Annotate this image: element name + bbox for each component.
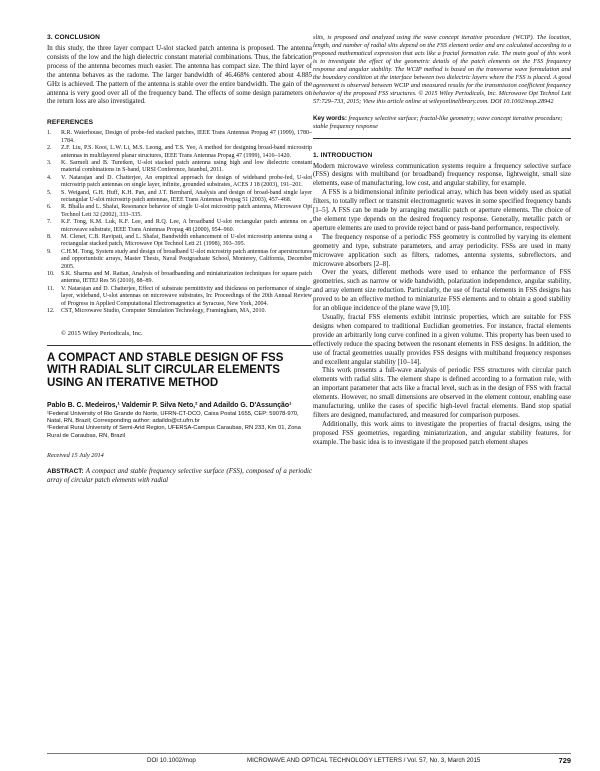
right-column [313, 34, 571, 448]
intro-paragraph: This work presents a full-wave analysis of periodic FSS structures with circular patch elements with radial slits. The element shape is defined according to a formation rule, with an important parameter that acts like a fractal level, such as in the design of FSS with fractal elements. However, no small dimensions are observed in the element contour, enabling ease manufacturing, unlike the cases of specific high-level fractal elements. Band stop spatial filters are designed, manufactured, and measured for comparison purposes. [313, 367, 571, 419]
reference-text: M. Clenet, C.B. Ravipati, and L. Shafai, Bandwidth enhancement of U-slot microstrip antenna using a rectangular stacked patch, Microwave Opt Technol Lett 21 (1998), 393–395. [61, 234, 312, 248]
reference-item [47, 249, 312, 271]
reference-number: 2. [47, 145, 52, 152]
keywords-divider [313, 138, 571, 139]
reference-text: V. Natarajan and D. Chatterjee, An empirical approach for design of wideband probe-fed, U-slot microstrip patch antennas on single layer, infinite, grounded substrates, ACES J 18 (2003), 191–201. [61, 174, 312, 189]
reference-number: 1. [47, 130, 52, 137]
reference-number: 7. [47, 219, 52, 226]
reference-item [47, 286, 312, 308]
keywords-label: Key words: [313, 114, 347, 122]
affiliation-2: ²Federal Rural University of Semi-Arid Region, UFERSA-Campus Caraubas, RN 233, Km 01, Zona Rural de Caraubas, RN, Brazil [47, 425, 301, 439]
reference-item [47, 219, 312, 234]
received-date: Received 15 July 2014 [47, 451, 104, 459]
introduction-heading: 1. INTRODUCTION [313, 151, 373, 159]
reference-item [47, 175, 312, 190]
keywords-text: frequency selective surface; fractal-like geometry; wave concept iterative procedure; stable frequency response [313, 114, 563, 130]
page-number: 729 [558, 756, 571, 765]
article-title: A COMPACT AND STABLE DESIGN OF FSS WITH RADIAL SLIT CIRCULAR ELEMENTS USING AN ITERATIVE METHOD [47, 351, 284, 389]
conclusion-heading: 3. CONCLUSION [47, 34, 100, 41]
article-authors: Pablo B. C. Medeiros,¹ Valdemir P. Silva Neto,² and Adaildo G. D'Assunção¹ [47, 402, 292, 409]
reference-item [47, 160, 312, 175]
conclusion-body: In this study, the three layer compact U-slot stacked patch antenna is proposed. The antenna consists of the low and the high dielectric constant material combinations. Thus, the fabrication process of the antenna becomes much easier. The antenna has compact size. The third layer of the antenna behaves as the radome. The larger bandwidth of 46.468% centered about 4.885 GHz is achieved. The pattern of the antenna is stable over the entire bandwidth. The gain of the antenna is very good over all of the frequency band. The effects of some design parameters on the return loss are also investigated. [47, 45, 312, 106]
reference-text: S.K. Sharma and M. Rattan, Analysis of broadbanding and miniaturization techniques for square patch antenna, IETEJ Res 56 (2010), 88–89. [61, 271, 312, 285]
reference-text: V. Natarajan and D. Chatterjee, Effect of substrate permittivity and thickness on performance of single-layer, wideband, U-slot antennas on microwave substrates, In: Proceedings of the 20th Annual Review of Progress in Applied Computational Electromagnetics at Syracuse, New York, 2004. [61, 285, 312, 307]
footer-doi: DOI 10.1002/mop [147, 757, 196, 764]
reference-item [47, 234, 312, 249]
reference-text: R.R. Waterhouse, Design of probe-fed stacked patches, IEEE Trans Antennas Propag 47 (1999), 1780–1784. [61, 130, 312, 144]
reference-number: 11. [47, 285, 55, 292]
reference-text: C.H.M. Tong, System study and design of broadband U-slot microstrip patch antennas for aperstructures and opportunistic arrays, Master Thesis, Naval Postgraduate School, Monterey, California, December 2005. [61, 248, 312, 270]
affiliation-1: ¹Federal University of Rio Grande do Norte, UFRN-CT-DCO, Caixa Postal 1655, CEP: 59078-970, Natal, RN, Brazil; Corresponding author: adaildo@ct.ufrn.br [47, 411, 299, 425]
reference-item [47, 190, 312, 205]
intro-paragraph: The frequency response of a periodic FSS geometry is controlled by varying its element geometry and type, substrate parameters, and array periodicity. FSSs are used in many microwave application such as filters, radomes, antenna systems, subreflectors, and microwave absorbers [2–8]. [313, 233, 571, 268]
reference-text: CST, Microwave Studio, Computer Simulation Technology, Framingham, MA, 2010. [61, 308, 266, 315]
reference-number: 6. [47, 204, 52, 211]
intro-paragraph: A FSS is a bidimensional infinite periodical array, which has been widely used as spatial filters, to totally reflect or transmit electromagnetic waves in some specified frequency bands [1–5]. A FSS can be made by arranging metallic patch or aperture elements. The choice of the element type depends on the desired frequency response. Generally, metallic patch or aperture elements are used to provide reject band or pass-band performance, respectively. [313, 189, 571, 232]
reference-text: S. Weigand, G.H. Huff, K.H. Pan, and J.T. Bernhard, Analysis and design of broad-band single layer rectangular U-slot microstrip patch antennas, IEEE Trans Antennas Propag 51 (2003), 457–468. [61, 189, 312, 203]
reference-number: 5. [47, 189, 52, 196]
abstract-start [47, 468, 312, 486]
reference-number: 3. [47, 159, 52, 166]
footer-rule [47, 753, 571, 754]
reference-number: 10. [47, 271, 55, 278]
reference-text: R. Bhalla and L. Shafai, Resonance behavior of single U-slot microstrip patch antenna, Microwave Opt Technol Lett 32 (2002), 333–335. [61, 204, 312, 218]
reference-number: 4. [47, 174, 52, 181]
reference-text: K.F. Tong, K.M. Luk, K.F. Lee, and R.Q. Lee, A broadband U-slot rectangular patch antenna on a microwave substrate, IEEE Trans Antennas Propag 48 (2000), 954–960. [61, 219, 312, 233]
footer-journal: MICROWAVE AND OPTICAL TECHNOLOGY LETTERS / Vol. 57, No. 3, March 2015 [247, 757, 481, 764]
reference-text: K. Sarmeli and B. Turetken, U-slot stacked patch antenna using high and low dielectric constant material combinations in S-band, URSI Conference, Istanbul, 2011. [61, 159, 312, 174]
reference-list [47, 130, 312, 315]
abstract-continuation: slits, is proposed and analyzed using the wave concept iterative procedure (WCIP). The location, length, and number of radial slits depend on the FSS element order and are calculated according to a proposed mathematical expression that acts like a fractal formation rule. The main goal of this work is to investigate the effect of the geometric details of the patch elements on the FSS frequency response and angular stability. The WCIP method is based on the transverse wave formulation and the boundary condition at the interface between two dielectric layers where the FSS is placed. A good agreement is observed between WCIP and measured results for the transmission coefficient frequency behavior of the proposed FSS structures. © 2015 Wiley Periodicals, Inc. Microwave Opt Technol Lett 57:729–733, 2015; View this article online at wileyonlinelibrary.com. DOI 10.1002/mop.28942 [313, 34, 571, 105]
intro-paragraph: Over the years, different methods were used to enhance the performance of FSS geometries, such as narrow or wide bandwidth, polarization independence, angular stability, and array element size reduction. Particularly, the use of fractal elements in FSS designs has proved to be an effective method to miniaturize FSS elements and to obtain a good stability for an oblique incidence of the plane wave [9,10]. [313, 269, 571, 313]
reference-item [47, 271, 312, 286]
intro-paragraph: Usually, fractal FSS elements exhibit intrinsic properties, which are suitable for FSS designs when compared to traditional Euclidian geometries. For instance, fractal elements provide an arbitrarily long curve confined in a given volume. This property has been used to effectively reduce the spacing between the resonant elements in FSS designs. In addition, the use of fractal geometries usually provides FSS designs with multiband frequency responses and excellent angular stability [10–14]. [313, 313, 571, 366]
left-column [47, 34, 312, 486]
keywords [313, 115, 571, 131]
intro-paragraph: Modern microwave wireless communication systems require a frequency selective surface (FSS) designs with multiband (or broadband) frequency response, lightweight, small size elements, ease of manufacturing, low cost, and angular stability, for example. [313, 162, 571, 188]
page-footer [47, 757, 571, 767]
reference-item [47, 308, 312, 315]
references-heading: REFERENCES [47, 119, 94, 127]
abstract-label: ABSTRACT: [47, 467, 84, 475]
reference-text: Z.F. Liu, P.S. Kooi, L.W. Li, M.S. Leong, and T.S. Yeo, A method for designing broad-band microstrip antennas in multilayered planar structures, IEEE Trans Antennas Propag 47 (1999), 1416–1420. [61, 145, 312, 159]
reference-number: 8. [47, 234, 52, 241]
abstract-text: A compact and stable frequency selective surface (FSS), composed of a periodic array of circular patch elements with radial [47, 467, 312, 484]
section-divider [47, 345, 312, 346]
intro-paragraph: Additionally, this work aims to investigate the properties of fractal designs, using the proposed FSS geometries, regarding miniaturization, and angular stability features, for example. The basic idea is to investigate if the proposed patch element shapes [313, 420, 571, 446]
reference-number: 9. [47, 248, 52, 255]
reference-item [47, 130, 312, 145]
reference-item [47, 204, 312, 219]
reference-item [47, 145, 312, 160]
reference-number: 12. [47, 308, 55, 315]
copyright: © 2015 Wiley Periodicals, Inc. [61, 329, 143, 337]
